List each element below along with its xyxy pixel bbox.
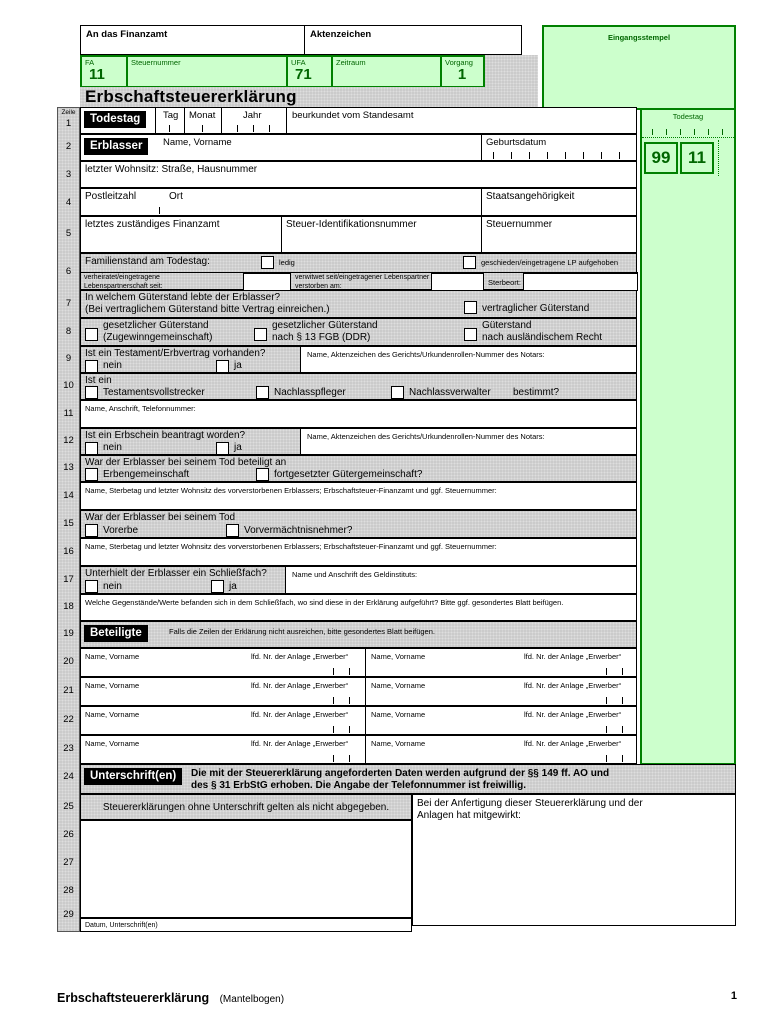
beteiligte-name-label: Name, Vorname — [85, 681, 140, 690]
vertraglicher-gueterstand-label: vertraglicher Güterstand — [482, 303, 590, 314]
digit-tick — [601, 152, 602, 159]
digit-tick — [606, 726, 607, 733]
monat-label: Monat — [189, 110, 216, 121]
steuernummer-cell[interactable] — [128, 57, 288, 86]
page-number: 1 — [730, 990, 737, 1002]
row-familienstand — [80, 253, 637, 290]
beteiligte-nr-label: lfd. Nr. der Anlage „Erwerber“ — [524, 710, 622, 719]
schliessfach-ja-label: ja — [229, 581, 237, 592]
ort-label: Ort — [169, 191, 183, 202]
vorverstorben-label-2: Name, Sterbetag und letzter Wohnsitz des vorverstorbenen Erblassers; Erbschaftsteuer-Finanzamt und ggf. Steuernummer: — [85, 542, 497, 551]
row-gueterstand-frage — [80, 290, 637, 318]
row-erbengemeinschaft — [80, 455, 637, 482]
line-number: 4 — [65, 197, 72, 208]
beteiligte-nr-label: lfd. Nr. der Anlage „Erwerber“ — [251, 681, 349, 690]
vorerbe-label: Vorerbe — [103, 525, 139, 536]
schliessfach-nein-label: nein — [103, 581, 122, 592]
auslaendisch-label-1: Güterstand — [482, 320, 532, 331]
ufa-cell — [288, 57, 333, 86]
line-number: 28 — [63, 885, 74, 896]
familienstand-label: Familienstand am Todestag: — [85, 256, 210, 267]
erbschein-question: Ist ein Erbschein beantragt worden? — [85, 430, 246, 441]
fa-value: 11 — [89, 66, 105, 83]
row-vorverstorben-2[interactable] — [80, 538, 637, 566]
line-number: 12 — [63, 435, 74, 446]
gueterstand-q2: (Bei vertraglichem Güterstand bitte Vertrag einreichen.) — [85, 304, 330, 315]
row-wohnsitz[interactable] — [80, 161, 637, 188]
gueterstand-q1: In welchem Güterstand lebte der Erblasser? — [85, 292, 281, 303]
line-number: 21 — [63, 685, 74, 696]
digit-tick — [349, 668, 350, 675]
checkbox-auslaendisches-recht[interactable] — [464, 328, 477, 341]
wohnsitz-label: letzter Wohnsitz: Straße, Hausnummer — [85, 164, 258, 175]
fa-label: FA — [85, 58, 95, 67]
code-99: 99 — [651, 148, 671, 167]
ufa-label: UFA — [291, 58, 306, 67]
testament-question: Ist ein Testament/Erbvertrag vorhanden? — [85, 348, 266, 359]
jahr-label: Jahr — [243, 110, 262, 121]
vorgang-cell — [442, 57, 479, 86]
input-verwitwet-am[interactable] — [431, 273, 484, 291]
mitwirkung-label: Bei der Anfertigung dieser Steuererklärung und der Anlagen hat mitgewirkt: — [417, 798, 643, 821]
checkbox-vertraglicher-gueterstand[interactable] — [464, 301, 477, 314]
digit-tick — [333, 697, 334, 704]
row-erblasser[interactable] — [80, 134, 637, 161]
eingangsstempel-label: Eingangsstempel — [607, 33, 671, 42]
checkbox-vorvermaechtnisnehmer[interactable] — [226, 524, 239, 537]
line-number: 20 — [63, 656, 74, 667]
steuernummer-label: Steuernummer — [131, 58, 181, 67]
erblasser-section-label: Erblasser — [84, 138, 148, 155]
digit-tick — [606, 755, 607, 762]
sterbeort-label: Sterbeort: — [488, 278, 521, 287]
checkbox-schliessfach-nein[interactable] — [85, 580, 98, 593]
ufa-value: 71 — [295, 66, 312, 83]
line-number: 14 — [63, 490, 74, 501]
vorvermaechtnisnehmer-label: Vorvermächtnisnehmer? — [244, 525, 353, 536]
digit-tick — [349, 697, 350, 704]
line-number: 27 — [63, 857, 74, 868]
line-number-column — [57, 107, 80, 932]
line-number: 3 — [65, 169, 72, 180]
line-number: 26 — [63, 829, 74, 840]
digit-tick — [269, 125, 270, 132]
beteiligte-name-label: Name, Vorname — [371, 681, 426, 690]
mitwirkung-box[interactable] — [412, 794, 736, 926]
vorverstorben-label-1: Name, Sterbetag und letzter Wohnsitz des vorverstorbenen Erblassers; Erbschaftsteuer-Finanzamt und ggf. Steuernummer: — [85, 486, 497, 495]
erbschein-question-cell — [81, 429, 301, 454]
digit-tick — [565, 152, 566, 159]
nachlasspfleger-label: Nachlasspfleger — [274, 387, 346, 398]
digit-tick — [547, 152, 548, 159]
row-schliessfach-inhalt[interactable] — [80, 594, 637, 621]
geburtsdatum-label: Geburtsdatum — [486, 137, 547, 148]
erbschein-notar-label: Name, Aktenzeichen des Gerichts/Urkundenrollen-Nummer des Notars: — [307, 432, 545, 441]
digit-tick — [622, 755, 623, 762]
letztes-finanzamt-label: letztes zuständiges Finanzamt — [85, 219, 220, 230]
line-number: 16 — [63, 546, 74, 557]
digit-tick — [159, 207, 160, 214]
checkbox-testament-ja[interactable] — [216, 360, 229, 373]
zeitraum-label: Zeitraum — [336, 58, 366, 67]
title-band — [80, 87, 538, 107]
digit-tick — [202, 125, 203, 132]
code-11: 11 — [688, 148, 706, 167]
row-erbschein — [80, 428, 637, 455]
testament-notar-label: Name, Aktenzeichen des Gerichts/Urkundenrollen-Nummer des Notars: — [307, 350, 545, 359]
geschieden-label: geschieden/eingetragene LP aufgehoben — [481, 258, 619, 267]
row-testament — [80, 346, 637, 373]
beteiligte-name-label: Name, Vorname — [371, 710, 426, 719]
checkbox-nachlassverwalter[interactable] — [391, 386, 404, 399]
bestimmt-label: bestimmt? — [513, 387, 560, 398]
beteiligt-question: War der Erblasser bei seinem Tod beteiligt an — [85, 457, 287, 468]
checkbox-ledig[interactable] — [261, 256, 274, 269]
checkbox-zugewinngemeinschaft[interactable] — [85, 328, 98, 341]
digit-tick — [349, 726, 350, 733]
erbschein-ja-label: ja — [234, 442, 242, 453]
beteiligte-name-label: Name, Vorname — [371, 739, 426, 748]
fa-cell — [82, 57, 128, 86]
checkbox-erbengemeinschaft[interactable] — [85, 468, 98, 481]
vorerbe-question: War der Erblasser bei seinem Tod — [85, 512, 236, 523]
verheiratet-label: verheiratet/eingetragene Lebenspartnerschaft seit: — [84, 274, 163, 290]
todestag-section-label: Todestag — [84, 111, 146, 128]
digit-tick — [333, 668, 334, 675]
datum-unterschrift-label: Datum, Unterschrift(en) — [85, 922, 158, 929]
fgb-label-1: gesetzlicher Güterstand — [272, 320, 378, 331]
row-vorverstorben-1[interactable] — [80, 482, 637, 510]
zugewinn-label-2: (Zugewinngemeinschaft) — [103, 332, 213, 343]
digit-tick — [529, 152, 530, 159]
beteiligte-section-label: Beteiligte — [84, 625, 148, 642]
staat-label: Staatsangehörigkeit — [486, 191, 575, 202]
beteiligte-nr-label: lfd. Nr. der Anlage „Erwerber“ — [524, 739, 622, 748]
checkbox-nachlasspfleger[interactable] — [256, 386, 269, 399]
fgb-label-2: nach § 13 FGB (DDR) — [272, 332, 371, 343]
checkbox-geschieden[interactable] — [463, 256, 476, 269]
tag-label: Tag — [163, 110, 179, 121]
digit-tick — [606, 668, 607, 675]
testament-question-cell — [81, 347, 301, 372]
row-beteiligte-20[interactable] — [80, 648, 637, 677]
form-body — [80, 107, 736, 932]
testamentsvollstrecker-label: Testamentsvollstrecker — [103, 387, 205, 398]
checkbox-guetergemeinschaft[interactable] — [256, 468, 269, 481]
beteiligte-name-label: Name, Vorname — [85, 652, 140, 661]
row-datum-unterschrift[interactable] — [80, 918, 412, 932]
checkbox-fgb-ddr[interactable] — [254, 328, 267, 341]
checkbox-erbschein-nein[interactable] — [85, 442, 98, 455]
line-number: 13 — [63, 462, 74, 473]
todestag-code-label: Todestag — [672, 112, 704, 121]
beteiligte-name-label: Name, Vorname — [371, 652, 426, 661]
digit-tick — [622, 697, 623, 704]
nachlassverwalter-label: Nachlassverwalter — [409, 387, 491, 398]
line-number: 18 — [63, 601, 74, 612]
row-todestag — [80, 107, 637, 134]
line-number: 24 — [63, 771, 74, 782]
verwitwet-label: verwitwet seit/eingetragener Lebenspartner verstorben am: — [295, 274, 430, 290]
digit-tick — [493, 152, 494, 159]
ohne-unterschrift-label: Steuererklärungen ohne Unterschrift gelten als nicht abgegeben. — [102, 802, 390, 813]
footer — [57, 989, 737, 1007]
line-number: 1 — [65, 118, 72, 129]
signature-area[interactable] — [80, 820, 412, 918]
beurkundet-label: beurkundet vom Standesamt — [292, 110, 414, 121]
schliessfach-question-cell — [81, 567, 286, 593]
datenschutz-text-1: Die mit der Steuererklärung angeforderten Daten werden aufgrund der §§ 149 ff. AO und — [191, 768, 610, 779]
beteiligte-name-label: Name, Vorname — [85, 739, 140, 748]
auslaendisch-label-2: nach ausländischem Recht — [482, 332, 603, 343]
row-plz-ort[interactable] — [80, 188, 637, 216]
input-sterbeort[interactable] — [523, 273, 638, 291]
digit-tick — [583, 152, 584, 159]
eingangsstempel-box — [542, 25, 736, 110]
row-vollstrecker — [80, 373, 637, 400]
beteiligte-nr-label: lfd. Nr. der Anlage „Erwerber“ — [524, 652, 622, 661]
line-number: 25 — [63, 801, 74, 812]
line-number: 11 — [63, 408, 74, 419]
checkbox-testamentsvollstrecker[interactable] — [85, 386, 98, 399]
line-number: 23 — [63, 743, 74, 754]
digit-tick — [237, 125, 238, 132]
digit-tick — [333, 755, 334, 762]
checkbox-vorerbe[interactable] — [85, 524, 98, 537]
row-unterschrift-header — [80, 764, 736, 794]
digit-tick — [349, 755, 350, 762]
digit-tick — [333, 726, 334, 733]
datenschutz-text-2: des § 31 ErbStG erhoben. Die Angabe der Telefonnummer ist freiwillig. — [191, 780, 527, 791]
line-number: 22 — [63, 714, 74, 725]
erbengemeinschaft-label: Erbengemeinschaft — [103, 469, 190, 480]
beteiligte-nr-label: lfd. Nr. der Anlage „Erwerber“ — [524, 681, 622, 690]
digit-tick — [511, 152, 512, 159]
digit-tick — [622, 668, 623, 675]
finanzamt-box-label: An das Finanzamt — [86, 29, 168, 40]
unterschrift-section-label: Unterschrift(en) — [84, 768, 182, 785]
schliessfach-inhalt-label: Welche Gegenstände/Werte befanden sich in dem Schließfach, wo sind diese in der Erklärung aufgeführt? Bitte ggf. gesondertes Blatt beifügen. — [85, 598, 564, 607]
zugewinn-label-1: gesetzlicher Güterstand — [103, 320, 209, 331]
row-schliessfach — [80, 566, 637, 594]
row-beteiligte-21[interactable] — [80, 677, 637, 706]
ist-ein-label: Ist ein — [85, 375, 112, 386]
beteiligte-nr-label: lfd. Nr. der Anlage „Erwerber“ — [251, 652, 349, 661]
aktenzeichen-box-label: Aktenzeichen — [310, 29, 372, 40]
ledig-label: ledig — [279, 258, 295, 267]
digit-tick — [253, 125, 254, 132]
digit-tick — [622, 726, 623, 733]
steuernummer-row-label: Steuernummer — [486, 219, 553, 230]
geldinstitut-label: Name und Anschrift des Geldinstituts: — [292, 570, 418, 579]
vorgang-label: Vorgang — [445, 58, 473, 67]
row-vorerbe — [80, 510, 637, 538]
line-number: 8 — [65, 326, 72, 337]
vollstrecker-name-label: Name, Anschrift, Telefonnummer: — [85, 404, 196, 413]
line-number: 7 — [65, 298, 72, 309]
testament-nein-label: nein — [103, 360, 122, 371]
line-number: 29 — [63, 909, 74, 920]
testament-ja-label: ja — [234, 360, 242, 371]
beteiligte-nr-label: lfd. Nr. der Anlage „Erwerber“ — [251, 739, 349, 748]
checkbox-testament-nein[interactable] — [85, 360, 98, 373]
line-number: 10 — [63, 380, 74, 391]
checkbox-erbschein-ja[interactable] — [216, 442, 229, 455]
footer-subtitle: (Mantelbogen) — [219, 994, 285, 1005]
zeile-header: Zeile — [61, 109, 76, 116]
beteiligte-nr-label: lfd. Nr. der Anlage „Erwerber“ — [251, 710, 349, 719]
line-number: 5 — [65, 228, 72, 239]
agency-code-row — [80, 55, 485, 88]
finanzamt-box[interactable] — [80, 25, 305, 55]
schliessfach-question: Unterhielt der Erblasser ein Schließfach? — [85, 568, 267, 579]
familienstand-subrow — [81, 272, 638, 291]
line-number: 6 — [65, 266, 72, 277]
plz-label: Postleitzahl — [85, 191, 137, 202]
line-number: 15 — [63, 518, 74, 529]
line-number: 17 — [63, 574, 74, 585]
line-number: 9 — [65, 353, 72, 364]
aktenzeichen-box[interactable] — [304, 25, 522, 55]
steuer-id-label: Steuer-Identifikationsnummer — [286, 219, 417, 230]
beteiligte-name-label: Name, Vorname — [85, 710, 140, 719]
line-number: 2 — [65, 141, 72, 152]
page-title: Erbschaftsteuererklärung — [85, 87, 297, 106]
guetergemeinschaft-label: fortgesetzter Gütergemeinschaft? — [274, 469, 423, 480]
zeitraum-cell[interactable] — [333, 57, 442, 86]
row-vollstrecker-name[interactable] — [80, 400, 637, 428]
row-beteiligte-header — [80, 621, 637, 648]
row-beteiligte-23[interactable] — [80, 735, 637, 764]
row-finanzamt-steuerid[interactable] — [80, 216, 637, 253]
row-gueterstand-optionen — [80, 318, 637, 346]
digit-tick — [619, 152, 620, 159]
checkbox-schliessfach-ja[interactable] — [211, 580, 224, 593]
digit-tick — [169, 125, 170, 132]
digit-tick — [606, 697, 607, 704]
row-unterschrift-hinweis — [80, 794, 412, 820]
footer-title: Erbschaftsteuererklärung — [57, 991, 210, 1005]
input-verheiratet-seit[interactable] — [243, 273, 291, 291]
line-number: 19 — [63, 628, 74, 639]
beteiligte-note: Falls die Zeilen der Erklärung nicht ausreichen, bitte gesondertes Blatt beifügen. — [169, 627, 435, 636]
erbschein-nein-label: nein — [103, 442, 122, 453]
name-vorname-label: Name, Vorname — [163, 137, 232, 148]
vorgang-value: 1 — [457, 66, 467, 83]
row-beteiligte-22[interactable] — [80, 706, 637, 735]
